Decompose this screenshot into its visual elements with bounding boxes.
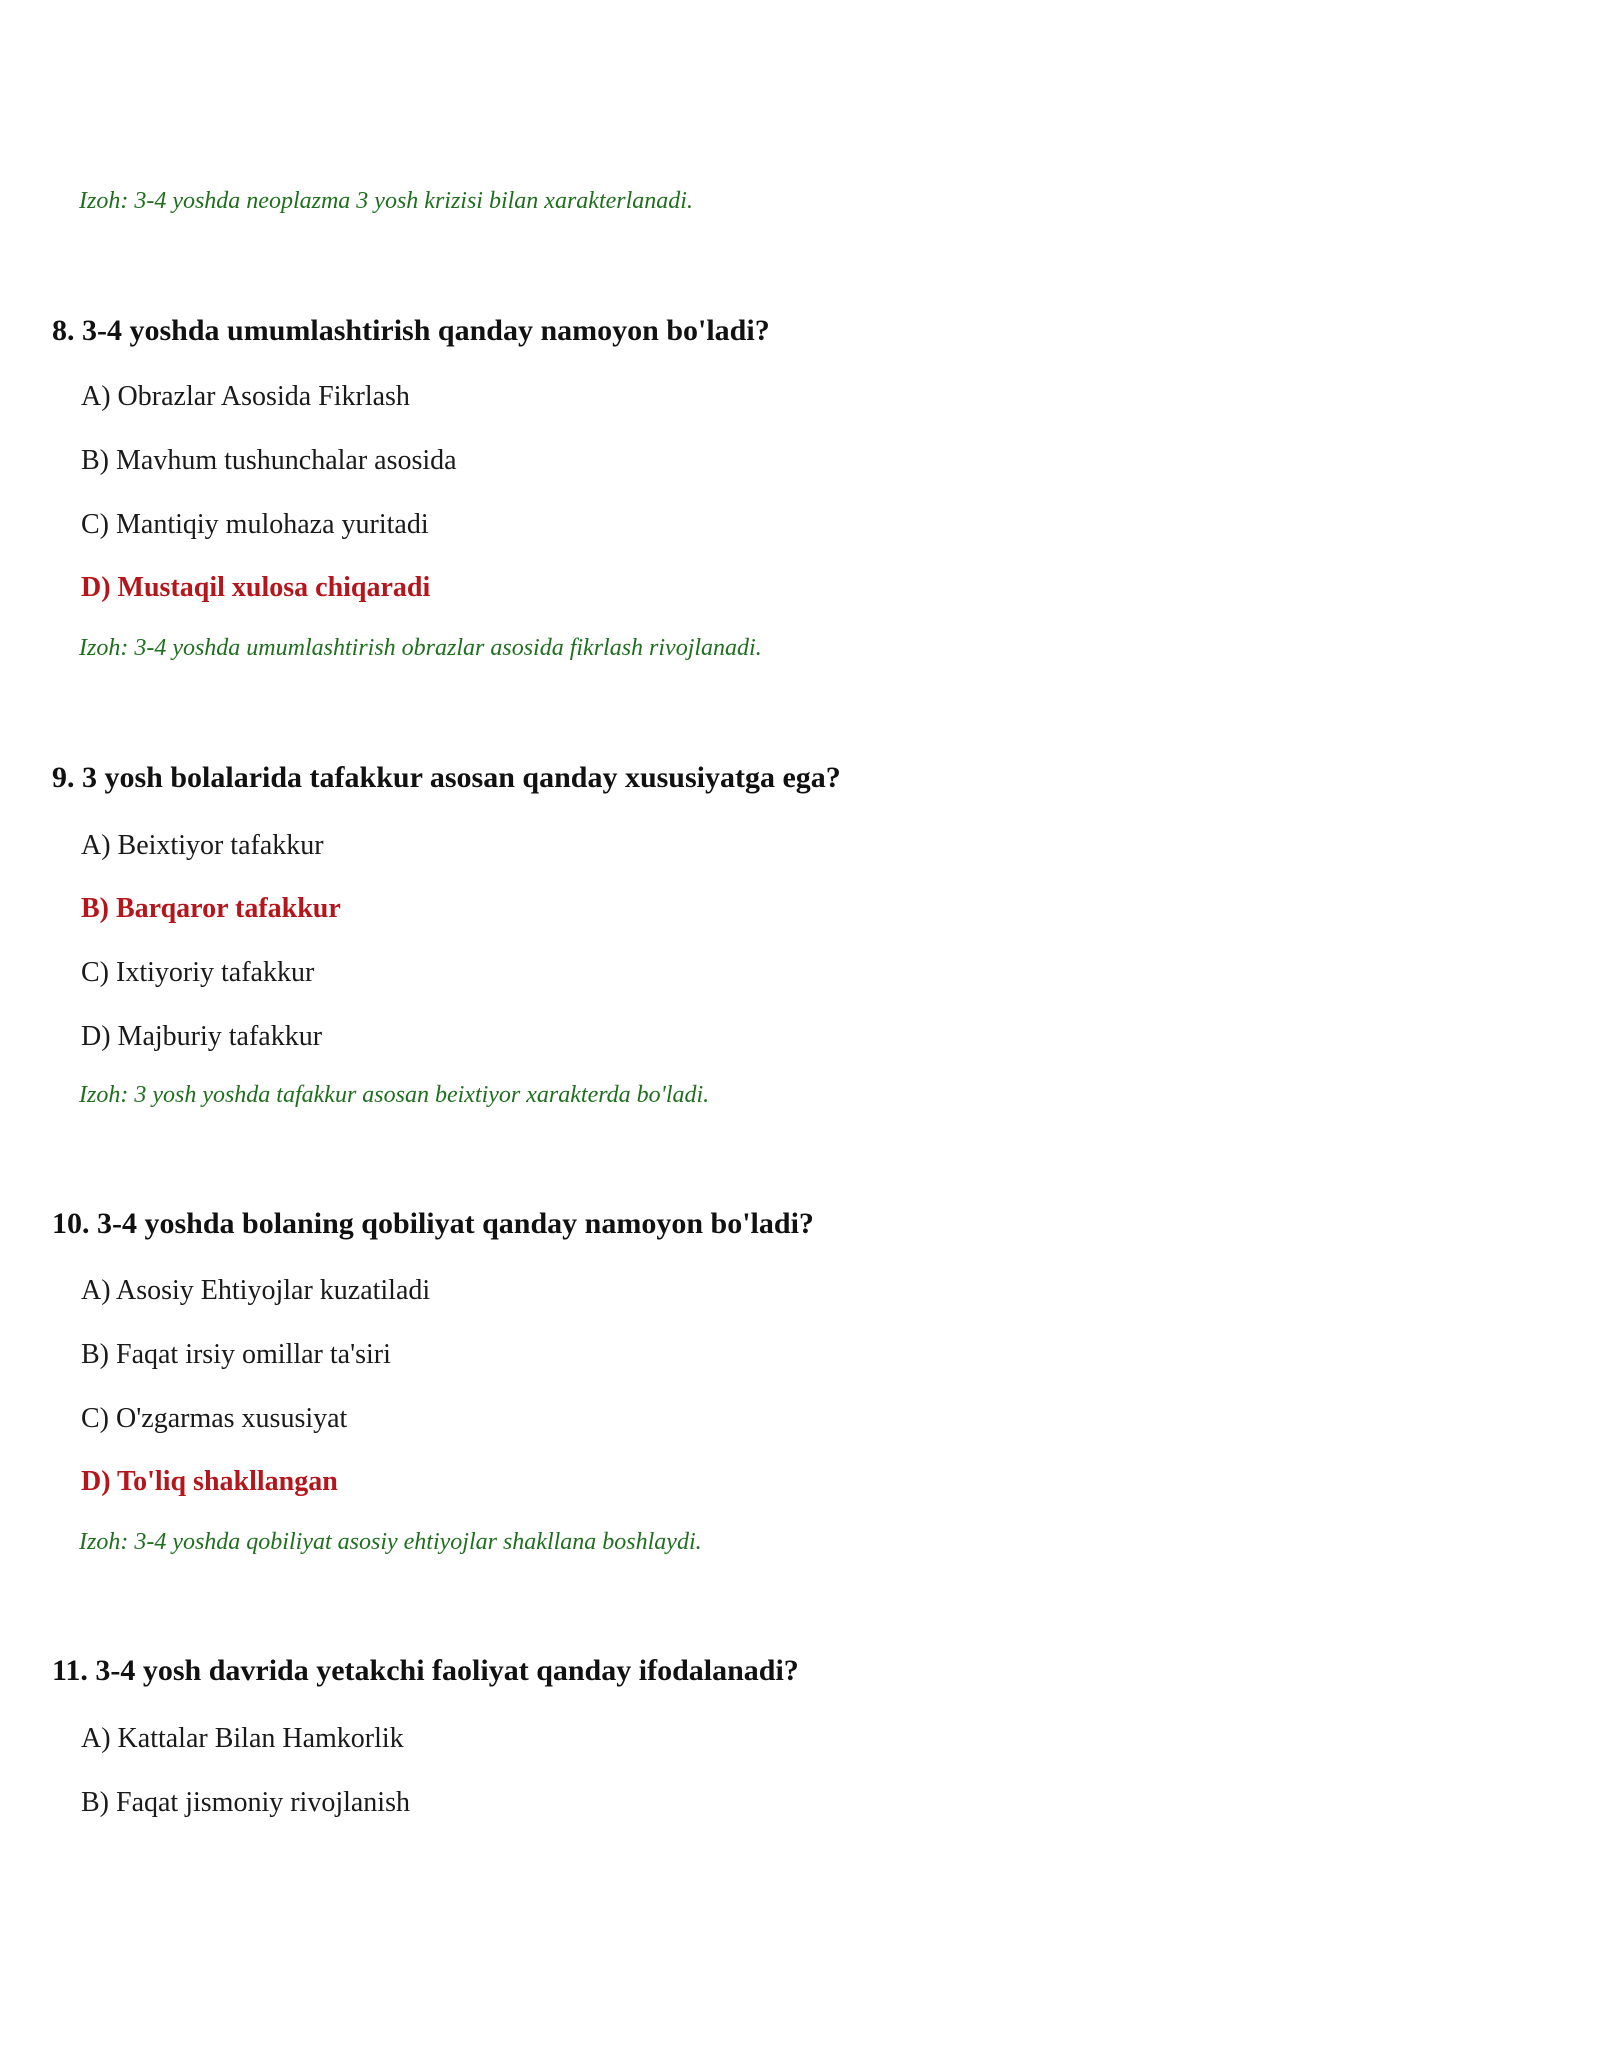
answer-option: B) Faqat jismoniy rivojlanish <box>81 1787 410 1818</box>
answer-option: C) Ixtiyoriy tafakkur <box>81 957 315 988</box>
answer-option: A) Asosiy Ehtiyojlar kuzatiladi <box>81 1275 431 1306</box>
explanation-note: Izoh: 3-4 yoshda qobiliyat asosiy ehtiyojlar shakllana boshlaydi. <box>79 1529 702 1555</box>
explanation-note: Izoh: 3 yosh yoshda tafakkur asosan beixtiyor xarakterda bo'ladi. <box>79 1082 710 1108</box>
answer-option: C) O'zgarmas xususiyat <box>81 1403 348 1434</box>
answer-option: A) Obrazlar Asosida Fikrlash <box>81 381 410 412</box>
answer-option: B) Mavhum tushunchalar asosida <box>81 445 457 476</box>
answer-option: C) Mantiqiy mulohaza yuritadi <box>81 509 429 540</box>
correct-answer-option: D) Mustaqil xulosa chiqaradi <box>81 572 431 603</box>
answer-option: D) Majburiy tafakkur <box>81 1021 323 1052</box>
answer-option: A) Kattalar Bilan Hamkorlik <box>81 1723 404 1754</box>
explanation-note: Izoh: 3-4 yoshda neoplazma 3 yosh krizisi bilan xarakterlanadi. <box>79 188 693 214</box>
answer-option: B) Faqat irsiy omillar ta'siri <box>81 1339 391 1370</box>
question-title: 8. 3-4 yoshda umumlashtirish qanday namoyon bo'ladi? <box>52 314 770 347</box>
correct-answer-option: B) Barqaror tafakkur <box>81 893 341 924</box>
question-title: 11. 3-4 yosh davrida yetakchi faoliyat qanday ifodalanadi? <box>52 1654 799 1687</box>
question-title: 10. 3-4 yoshda bolaning qobiliyat qanday namoyon bo'ladi? <box>52 1207 814 1240</box>
explanation-note: Izoh: 3-4 yoshda umumlashtirish obrazlar asosida fikrlash rivojlanadi. <box>79 635 762 661</box>
answer-option: A) Beixtiyor tafakkur <box>81 830 324 861</box>
question-title: 9. 3 yosh bolalarida tafakkur asosan qanday xususiyatga ega? <box>52 761 841 794</box>
correct-answer-option: D) To'liq shakllangan <box>81 1466 338 1497</box>
